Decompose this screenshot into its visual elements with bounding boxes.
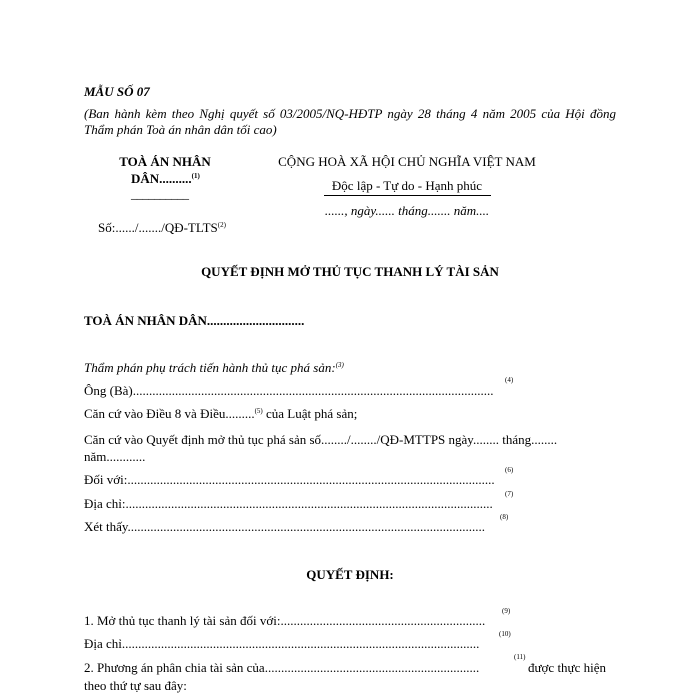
legal-basis-1: Căn cứ vào Điều 8 và Điều.........$^{(5)}$ của Luật phá sản; (84, 406, 358, 421)
decision-item-1: 1. Mở thủ tục thanh lý tài sản đối với:............................................................... (84, 613, 486, 628)
republic-name: CỘNG HOÀ XÃ HỘI CHỦ NGHĨA VIỆT NAM (278, 154, 536, 169)
judge-name-field: Ông (Bà)............................................................................................................... (84, 383, 494, 398)
address-field: Địa chỉ:................................................................................................................. (84, 496, 493, 511)
decision-number: Số:....../......./QĐ-TLTS$^{(2)}$ (98, 220, 226, 235)
court-name-line2: DÂN..........$^{(1)}$ (131, 171, 200, 186)
decision-item-2-line2: theo thứ tự sau đây: (84, 678, 187, 693)
document-title: QUYẾT ĐỊNH MỞ THỦ TỤC THANH LÝ TÀI SẢN (201, 264, 499, 279)
form-number: MẪU SỐ 07 (84, 84, 150, 99)
legal-basis-2-line2: năm............ (84, 449, 146, 464)
decision-item-1-address: Địa chỉ.............................................................................................................. (84, 636, 480, 651)
footnote-ref-1: (1) (191, 172, 200, 180)
court-name-line1: TOÀ ÁN NHÂN (119, 154, 211, 169)
decision-heading: QUYẾT ĐỊNH: (306, 567, 394, 582)
footnote-ref-3: (3) (335, 361, 344, 369)
footnote-ref-5: (5) (254, 407, 263, 415)
findings-field: Xét thấy.............................................................................................................. (84, 519, 486, 534)
decision-item-2-line1: 2. Phương án phân chia tài sản của.................................................................. (84, 660, 480, 675)
date-line: ......, ngày...... tháng....... năm.... (324, 203, 490, 218)
court-heading: TOÀ ÁN NHÂN DÂN.............................. (84, 313, 305, 328)
motto-underline (324, 195, 491, 196)
judge-intro: Thẩm phán phụ trách tiến hành thủ tục phá sản:$^{(3)}$ (84, 360, 344, 375)
legal-basis-2-line1: Căn cứ vào Quyết định mở thủ tục phá sản số......../......../QĐ-MTTPS ngày........ tháng........ (84, 432, 558, 447)
header-dash: __________ (131, 187, 189, 201)
decision-item-2-line1-end: được thực hiện (528, 660, 606, 675)
issuance-note: (Ban hành kèm theo Nghị quyết số 03/2005/NQ-HĐTP ngày 28 tháng 4 năm 2005 của Hội đồng Thẩm phán Toà án nhân dân tối cao) (84, 106, 616, 137)
debtor-field: Đối với:................................................................................................................. (84, 472, 495, 487)
national-motto: Độc lập - Tự do - Hạnh phúc (331, 178, 483, 193)
footnote-ref-2: (2) (217, 221, 226, 229)
